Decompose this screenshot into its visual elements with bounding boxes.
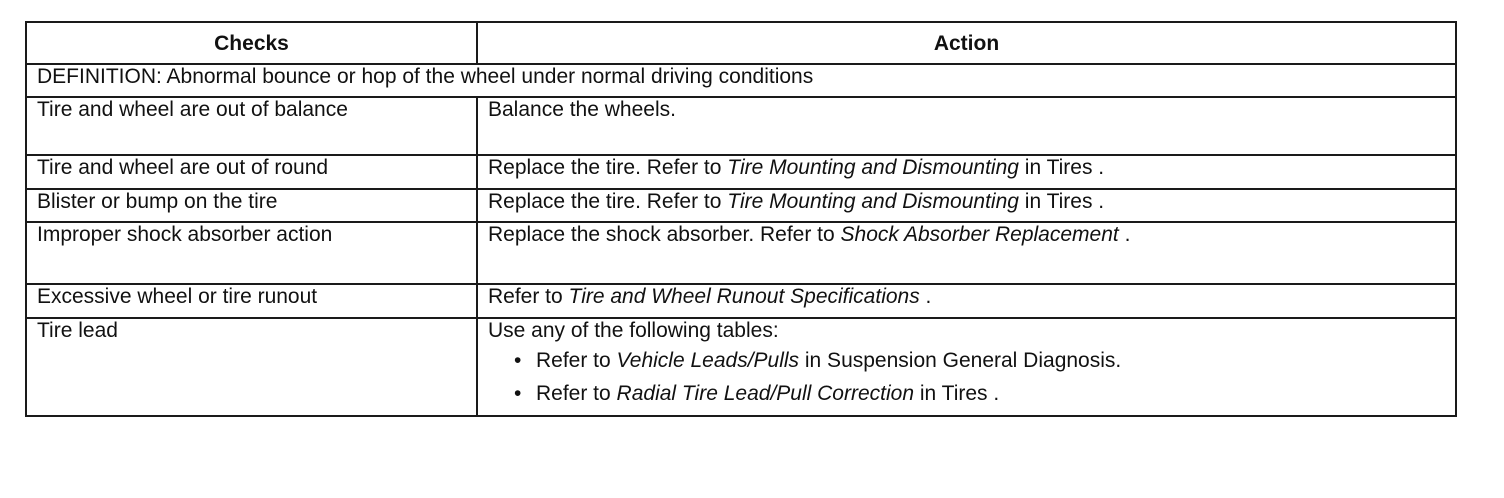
- action-text: Refer to: [536, 349, 617, 372]
- action-cell: [477, 284, 1456, 318]
- header-row: [26, 22, 1456, 64]
- table-row: [26, 222, 1456, 284]
- reference-link[interactable]: Tire Mounting and Dismounting: [727, 190, 1019, 213]
- action-text-suffix: in Tires .: [914, 382, 1000, 405]
- action-cell: [477, 189, 1456, 222]
- check-cell: Blister or bump on the tire: [26, 189, 477, 222]
- action-text-suffix: in Suspension General Diagnosis.: [799, 349, 1122, 372]
- check-cell: Excessive wheel or tire runout: [26, 284, 477, 318]
- action-text: Replace the tire. Refer to: [488, 156, 728, 179]
- check-cell: Tire and wheel are out of round: [26, 155, 477, 189]
- action-text-suffix: in Tires .: [1018, 156, 1105, 179]
- reference-link[interactable]: Vehicle Leads/Pulls: [616, 349, 800, 372]
- check-cell: Improper shock absorber action: [26, 222, 477, 284]
- action-intro: Use any of the following tables:: [488, 319, 779, 342]
- action-cell: [477, 222, 1456, 284]
- check-cell: Tire lead: [26, 318, 477, 416]
- action-text-suffix: .: [1118, 223, 1131, 246]
- action-text: Refer to: [536, 382, 617, 405]
- action-text: Replace the tire. Refer to: [488, 190, 728, 213]
- diagnosis-table: [25, 21, 1457, 417]
- table-row: [26, 97, 1456, 155]
- check-cell: Tire and wheel are out of balance: [26, 97, 477, 155]
- action-text: Balance the wheels.: [488, 98, 676, 121]
- definition-text: DEFINITION: Abnormal bounce or hop of the wheel under normal driving conditions: [26, 64, 1456, 97]
- bullet-icon: •: [514, 382, 522, 405]
- reference-list: [488, 349, 1445, 406]
- checks-header: Checks: [26, 22, 477, 64]
- reference-link[interactable]: Tire Mounting and Dismounting: [727, 156, 1019, 179]
- action-cell: [477, 318, 1456, 416]
- table-row: [26, 284, 1456, 318]
- definition-row: [26, 64, 1456, 97]
- list-item: [512, 382, 1445, 406]
- action-cell: [477, 97, 1456, 155]
- table-row: [26, 318, 1456, 416]
- table-row: [26, 155, 1456, 189]
- action-text-suffix: .: [919, 285, 932, 308]
- list-item: [512, 349, 1445, 373]
- bullet-icon: •: [514, 349, 522, 372]
- table-row: [26, 189, 1456, 222]
- action-header: Action: [477, 22, 1456, 64]
- action-text: Refer to: [488, 285, 569, 308]
- action-text: Replace the shock absorber. Refer to: [488, 223, 841, 246]
- action-cell: [477, 155, 1456, 189]
- reference-link[interactable]: Radial Tire Lead/Pull Correction: [616, 382, 915, 405]
- action-text-suffix: in Tires .: [1018, 190, 1105, 213]
- reference-link[interactable]: Tire and Wheel Runout Specifications: [568, 285, 920, 308]
- reference-link[interactable]: Shock Absorber Replacement: [840, 223, 1119, 246]
